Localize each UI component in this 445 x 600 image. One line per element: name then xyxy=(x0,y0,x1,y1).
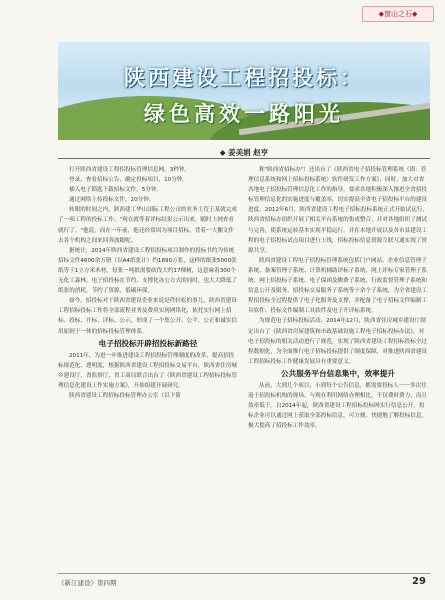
paragraph: 据统计，2014年陕西省建设工程招投标项目制作的投标书约为传统招标文件4600余万册（以A4纸张计）约1890万张，这样的纸张5000张纸等于1立方米木材，每张一吨纸需要砍伐大约17棵树，这意味着300个无化工森林，电子招投标在节约、支撑化办公方式的同时，也大大降低了纸张的消耗，节约了资源，低碳环保。 xyxy=(58,247,238,295)
author-line: ◆ 姜美娟 赵亨 xyxy=(219,148,269,157)
paragraph: 陕西省建设工程电子招投标管理系统包括门户网站、企业信息管理子系统、备案管理子系统、计算机辅助评标子系统、网上评标专家管理子系统、网上招投标子系统、电子保函及缴费子系统、行政监督管理子系统和信息公开及服务、招投标交易服务子系统等十余个子系统，为全省建设工程招投标全过程提供了电子化服务及支撑，并配备了电子招标文件编制工具软件、投标文件编制工具软件及电子开评标系统。 xyxy=(248,257,428,315)
article-title: 陕西建设工程招投标： xyxy=(124,65,364,90)
article-subtitle: 绿色高效一路阳光 xyxy=(144,101,344,126)
paragraph: 转眼的时间之内，陕西建工华山国际工程公司的业务主管王某就完成了一项工程的投标工作。"现在就等着评标结果公示出来，随时上网查看就行了。"他说，而在一年前，他还经常因为项目招标，背着一大摞文件去各个机构之间来回奔波跑呢。 xyxy=(58,207,237,244)
page-number: 29 xyxy=(412,576,426,587)
section-heading: 公共服务平台信息集中，效率提升 xyxy=(281,368,395,378)
title-banner xyxy=(58,42,430,140)
paragraph: 如今，招投标对于陕西省建设企业来说是件轻松的事儿，陕西省建设工程招标投标工作将全部流程业务及费用实现网络化，依托实行网上招标、投标、开标、评标、公示，形成了一个集公开、公平、公正和诚实信用原则于一体的招标投标管理体系。 xyxy=(58,298,238,335)
right-column xyxy=(248,165,428,431)
divider xyxy=(58,158,430,159)
paragraph: 称"陕西省招标办"）还出台了《陕西省电子招投标管理系统（即：管理信息系统和网上招标投标系统）软件研发工作方案》，同时，加大对省各地电子招投标管理信息化工作的指导，要求各地积极深入推进全省招投标管理信息化的实施进度与覆盖率，切实提高全省电子招投标平台的建设进度。2012年6月，陕西省建设工程电子招标投标系统正式开始试运行，陕西省招标办组织开展了相关平台系统的集成整合，并对各地组织了测试与完善，使系统运转基本实现平稳运行，并在本地开展以及各市县建设工程的电子招投标试点项目进行上线，招标投标信息资源互联互通实现了资源共享。 xyxy=(248,167,429,254)
section-tag: ◆窗山之石◆ xyxy=(362,6,434,22)
section-heading: 电子招投标开辟招投标新路径 xyxy=(98,338,198,348)
paragraph: 打开陕西省建设工程招投标管理信息网，3秒钟。 xyxy=(69,167,191,173)
paragraph: 插入电子锁匙下载招标文件，5分钟。 xyxy=(69,187,163,194)
footer-publication: 《新江建设》第四期 xyxy=(58,579,117,587)
paragraph: 通过网络上传投标文件，20分钟。 xyxy=(69,197,155,204)
left-column xyxy=(58,165,238,401)
paragraph: 为规范电子招标投标活动，2014年12月，陕西省住房城乡建设厅制定出台了《陕西省房屋建筑和市政基础设施工程电子招标投标办法》，对电子招投标的相关活动进行了规范，实现了陕西省建设工程招标投标全过程数据化，为全面推行电子招标投标提供了制度保障，对推进陕西省建设工程招标投标工作健康发展具有重要意义。 xyxy=(248,318,428,365)
paragraph: 从前，大到几个项目，小到每个公告信息，都需要投标人一一多次往返于招投标机构的现场，与现在利用网络办理相比，不仅费时费力，而且效率低下。自2014年起，陕西省建设工程招标投标网实行信息公开，投标企业可以通过网上获取全部投标信息，可方便、快捷地了解投标信息，极大提高了招投标工作效率。 xyxy=(248,382,428,430)
paragraph: 2011年，为进一步推进建设工程招投标管理制度的改革，提高招投标规范化、透明度，根据陕西省建设工程招投标交易平台，陕西省住房城乡建设厅，省监察厅，省工商局联合出台了《陕西省建设工程招标投标管理信息化建设工作实施方案》，开始组建开展研究。 xyxy=(58,352,238,389)
footer-divider xyxy=(58,573,430,574)
paragraph: 登录，查看招标公告，确定投标项目，10分钟。 xyxy=(69,177,188,184)
paragraph: 陕西省建设工程招标投标管理办公室（以下简 xyxy=(69,392,181,399)
